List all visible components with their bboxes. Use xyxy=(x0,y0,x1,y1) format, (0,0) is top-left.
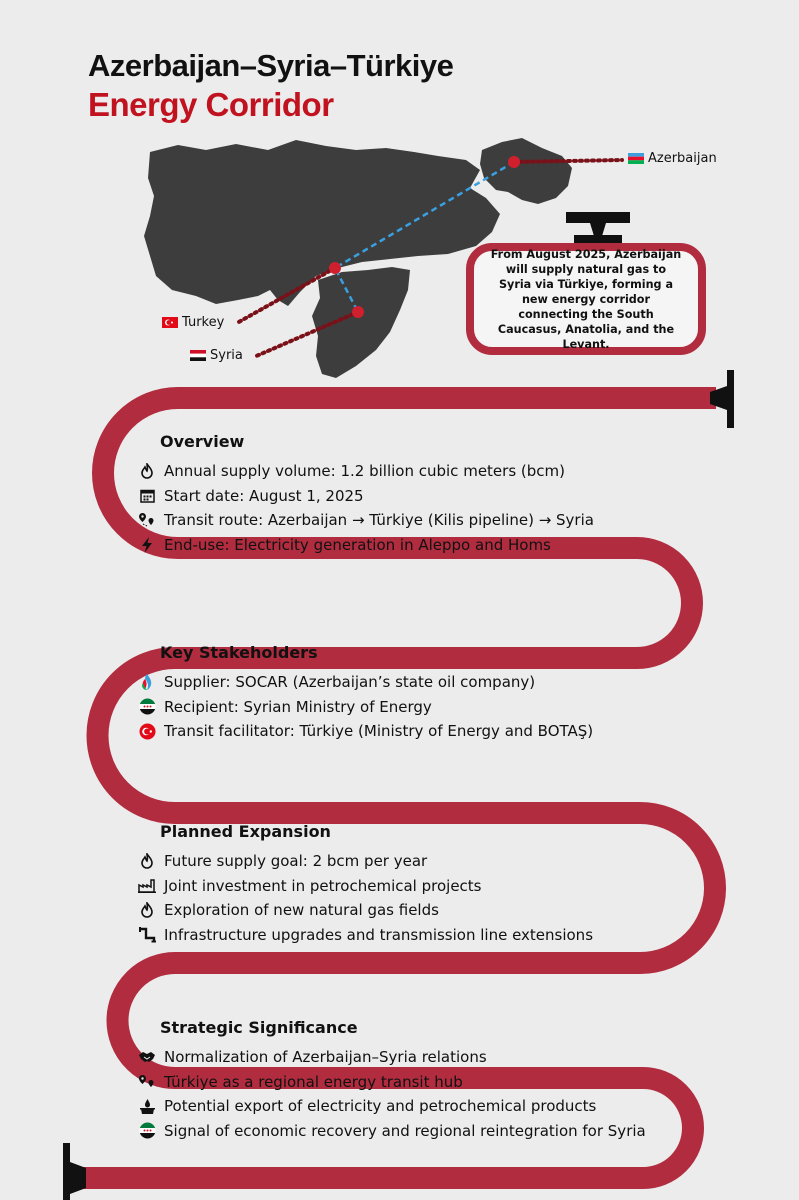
list-item-text: Start date: August 1, 2025 xyxy=(164,486,364,505)
list-item-text: Transit route: Azerbaijan → Türkiye (Kilis pipeline) → Syria xyxy=(164,511,594,529)
list-item xyxy=(138,459,594,484)
list-item-text: Supplier: SOCAR (Azerbaijan’s state oil company) xyxy=(164,673,536,691)
syria-flag-icon xyxy=(138,698,156,716)
expansion-section xyxy=(138,822,593,947)
list-item-text: Future supply goal: 2 bcm per year xyxy=(164,852,428,870)
list-item xyxy=(138,533,594,558)
section-title: Planned Expansion xyxy=(160,822,331,841)
list-item xyxy=(138,484,594,509)
page-subtitle: Energy Corridor xyxy=(88,86,334,123)
list-item xyxy=(138,849,593,874)
list-item-text: Normalization of Azerbaijan–Syria relations xyxy=(164,1048,487,1066)
significance-section xyxy=(138,1018,646,1143)
list-item xyxy=(138,695,593,720)
list-item-text: Infrastructure upgrades and transmission line extensions xyxy=(164,925,594,944)
list-item xyxy=(138,874,593,899)
factory-icon xyxy=(138,877,156,895)
stakeholders-section xyxy=(138,643,593,744)
list-item-text: Türkiye as a regional energy transit hub xyxy=(164,1072,463,1091)
syria-shape xyxy=(312,267,410,378)
list-item-text: Exploration of new natural gas fields xyxy=(164,901,439,919)
list-item-text: End-use: Electricity generation in Aleppo and Homs xyxy=(164,535,551,554)
syria-flag-icon xyxy=(190,350,206,361)
callout-box xyxy=(466,243,706,355)
socar-logo-icon xyxy=(138,673,156,691)
pipe-icon xyxy=(138,926,156,944)
turkey-label xyxy=(162,315,224,330)
section-title: Overview xyxy=(160,432,245,451)
flame-icon xyxy=(138,462,156,480)
route-pin-icon xyxy=(138,511,156,529)
overview-section xyxy=(138,432,594,557)
list-item xyxy=(138,670,593,695)
oil-export-icon xyxy=(138,1097,156,1115)
turkey-flag-icon xyxy=(162,317,178,328)
syria-flag-icon xyxy=(138,1122,156,1140)
turkey-label-text: Turkey xyxy=(182,315,225,330)
syria-label xyxy=(190,348,243,363)
list-item xyxy=(138,508,594,533)
list-item-text: Signal of economic recovery and regional reintegration for Syria xyxy=(164,1121,646,1140)
list-item xyxy=(138,1045,646,1070)
list-item xyxy=(138,1119,646,1144)
azerbaijan-label xyxy=(628,151,717,166)
turkey-node xyxy=(329,262,341,274)
flame-icon xyxy=(138,852,156,870)
list-item-text: Recipient: Syrian Ministry of Energy xyxy=(164,697,432,716)
list-item xyxy=(138,898,593,923)
turkey-flag-icon xyxy=(138,722,156,740)
list-item-text: Transit facilitator: Türkiye (Ministry of Energy and BOTAŞ) xyxy=(164,722,594,740)
calendar-icon xyxy=(138,487,156,505)
callout-text: From August 2025, Azerbaijan will supply natural gas to Syria via Türkiye, forming a new energy corridor connecting the South Caucasus, Anatolia, and the Levant. xyxy=(490,247,682,351)
list-item xyxy=(138,719,593,744)
list-item-text: Annual supply volume: 1.2 billion cubic meters (bcm) xyxy=(164,462,565,480)
list-item xyxy=(138,1094,646,1119)
section-title: Key Stakeholders xyxy=(160,643,318,662)
azerbaijan-node xyxy=(508,156,520,168)
handshake-icon xyxy=(138,1048,156,1066)
syria-node xyxy=(352,306,364,318)
azerbaijan-label-text: Azerbaijan xyxy=(648,151,717,166)
list-item xyxy=(138,1070,646,1095)
azerbaijan-shape xyxy=(480,138,572,204)
azerbaijan-flag-icon xyxy=(628,153,644,164)
section-title: Strategic Significance xyxy=(160,1018,358,1037)
flame-icon xyxy=(138,901,156,919)
page-title: Azerbaijan–Syria–Türkiye xyxy=(88,48,454,83)
list-item-text: Joint investment in petrochemical projects xyxy=(164,876,482,895)
route-pin-icon xyxy=(138,1073,156,1091)
syria-label-text: Syria xyxy=(210,348,243,363)
lightning-icon xyxy=(138,536,156,554)
list-item-text: Potential export of electricity and petrochemical products xyxy=(164,1097,597,1115)
list-item xyxy=(138,923,593,948)
